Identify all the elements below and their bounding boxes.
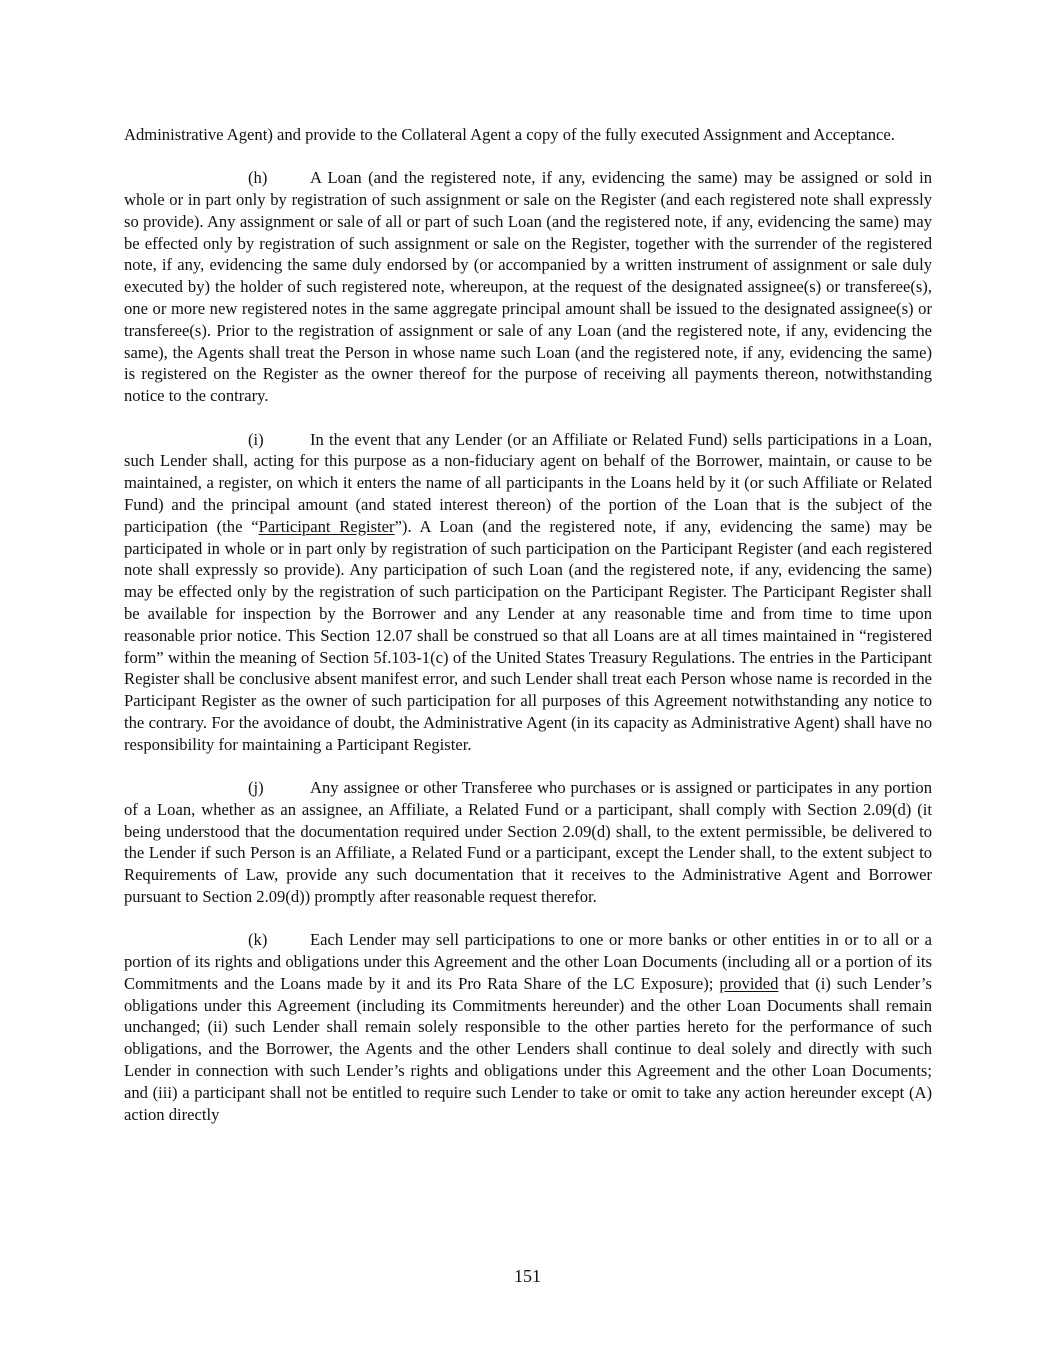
continuation-text: Administrative Agent) and provide to the Collateral Agent a copy of the fully executed Assignment and Acceptance. [124,125,895,144]
paragraph-text-h: A Loan (and the registered note, if any, evidencing the same) may be assigned or sold in whole or in part only by registration of such assignment or sale on the Register (and each registered note shall expressly so provide). Any assignment or sale of all or part of such Loan (and the registered note, if any, evidencing the same) may be effected only by registration of such assignment or sale on the Register, together with the surrender of the registered note, if any, evidencing the same duly endorsed by (or accompanied by a written instrument of assignment or sale duly executed by) the holder of such registered note, whereupon, at the request of the designated assignee(s) or transferee(s), one or more new registered notes in the same aggregate principal amount shall be issued to the designated assignee(s) or transferee(s). Prior to the registration of assignment or sale of any Loan (and the registered note, if any, evidencing the same), the Agents shall treat the Person in whose name such Loan (and the registered note, if any, evidencing the same) is registered on the Register as the owner thereof for the purpose of receiving all payments thereon, notwithstanding notice to the contrary. [124,168,932,406]
paragraph-k [124,929,932,1125]
document-body [124,124,932,1147]
paragraph-text-j: Any assignee or other Transferee who purchases or is assigned or participates in any portion of a Loan, whether as an assignee, an Affiliate, a Related Fund or a participant, shall comply with Section 2.09(d) (it being understood that the documentation required under Section 2.09(d) shall, to the extent permissible, be delivered to the Lender if such Person is an Affiliate, a Related Fund or a participant, except the Lender shall, to the extent subject to Requirements of Law, provide any such documentation that it receives to the Administrative Agent and Borrower pursuant to Section 2.09(d)) promptly after reasonable request therefor. [124,778,932,906]
paragraph-label-h: (h) [248,168,268,188]
paragraph-label-i: (i) [248,429,264,449]
continuation-paragraph [124,124,932,146]
paragraph-h [124,167,932,407]
paragraph-text-i-before: In the event that any Lender (or an Affiliate or Related Fund) sells participations in a Loan, such Lender shall, acting for this purpose as a non-fiduciary agent on behalf of the Borrower, maintain, or cause to be maintained, a register, on which it enters the name of all participants in the Loans held by it (or such Affiliate or Related Fund) and the principal amount (and stated interest thereon) of the portion of the Loan that is the subject of the participation (the “ [124,429,932,536]
paragraph-label-j: (j) [248,778,264,798]
paragraph-label-k: (k) [248,930,268,950]
paragraph-i [124,429,932,756]
defined-term-participant-register: Participant Register [258,516,395,536]
paragraph-text-k-after: that (i) such Lender’s obligations under this Agreement (including its Commitments hereunder) and the other Loan Documents shall remain unchanged; (ii) such Lender shall remain solely responsible to the other parties hereto for the performance of such obligations, and the Borrower, the Agents and the other Lenders shall continue to deal solely and directly with such Lender in connection with such Lender’s rights and obligations under this Agreement and the other Loan Documents; and (iii) a participant shall not be entitled to require such Lender to take or omit to take any action hereunder except (A) action directly [124,973,932,1124]
defined-term-provided: provided [719,973,779,993]
paragraph-text-i-after: ”). A Loan (and the registered note, if any, evidencing the same) may be participated in whole or in part only by registration of such participation on the Participant Register (and each registered note shall expressly so provide). Any participation of such Loan (and the registered note, if any, evidencing the same) may be effected only by the registration of such participation on the Participant Register. The Participant Register shall be available for inspection by the Borrower and any Lender at any reasonable time and from time to time upon reasonable prior notice. This Section 12.07 shall be construed so that all Loans are at all times maintained in “registered form” within the meaning of Section 5f.103-1(c) of the United States Treasury Regulations. The entries in the Participant Register shall be conclusive absent manifest error, and such Lender shall treat each Person whose name is recorded in the Participant Register as the owner of such participation for all purposes of this Agreement notwithstanding any notice to the contrary. For the avoidance of doubt, the Administrative Agent (in its capacity as Administrative Agent) shall have no responsibility for maintaining a Participant Register. [124,516,932,754]
paragraph-text-k-before: Each Lender may sell participations to one or more banks or other entities in or to all or a portion of its rights and obligations under this Agreement and the other Loan Documents (including all or a portion of its Commitments and the Loans made by it and its Pro Rata Share of the LC Exposure); [124,930,932,993]
paragraph-j [124,777,932,908]
page-number: 151 [514,1266,541,1286]
